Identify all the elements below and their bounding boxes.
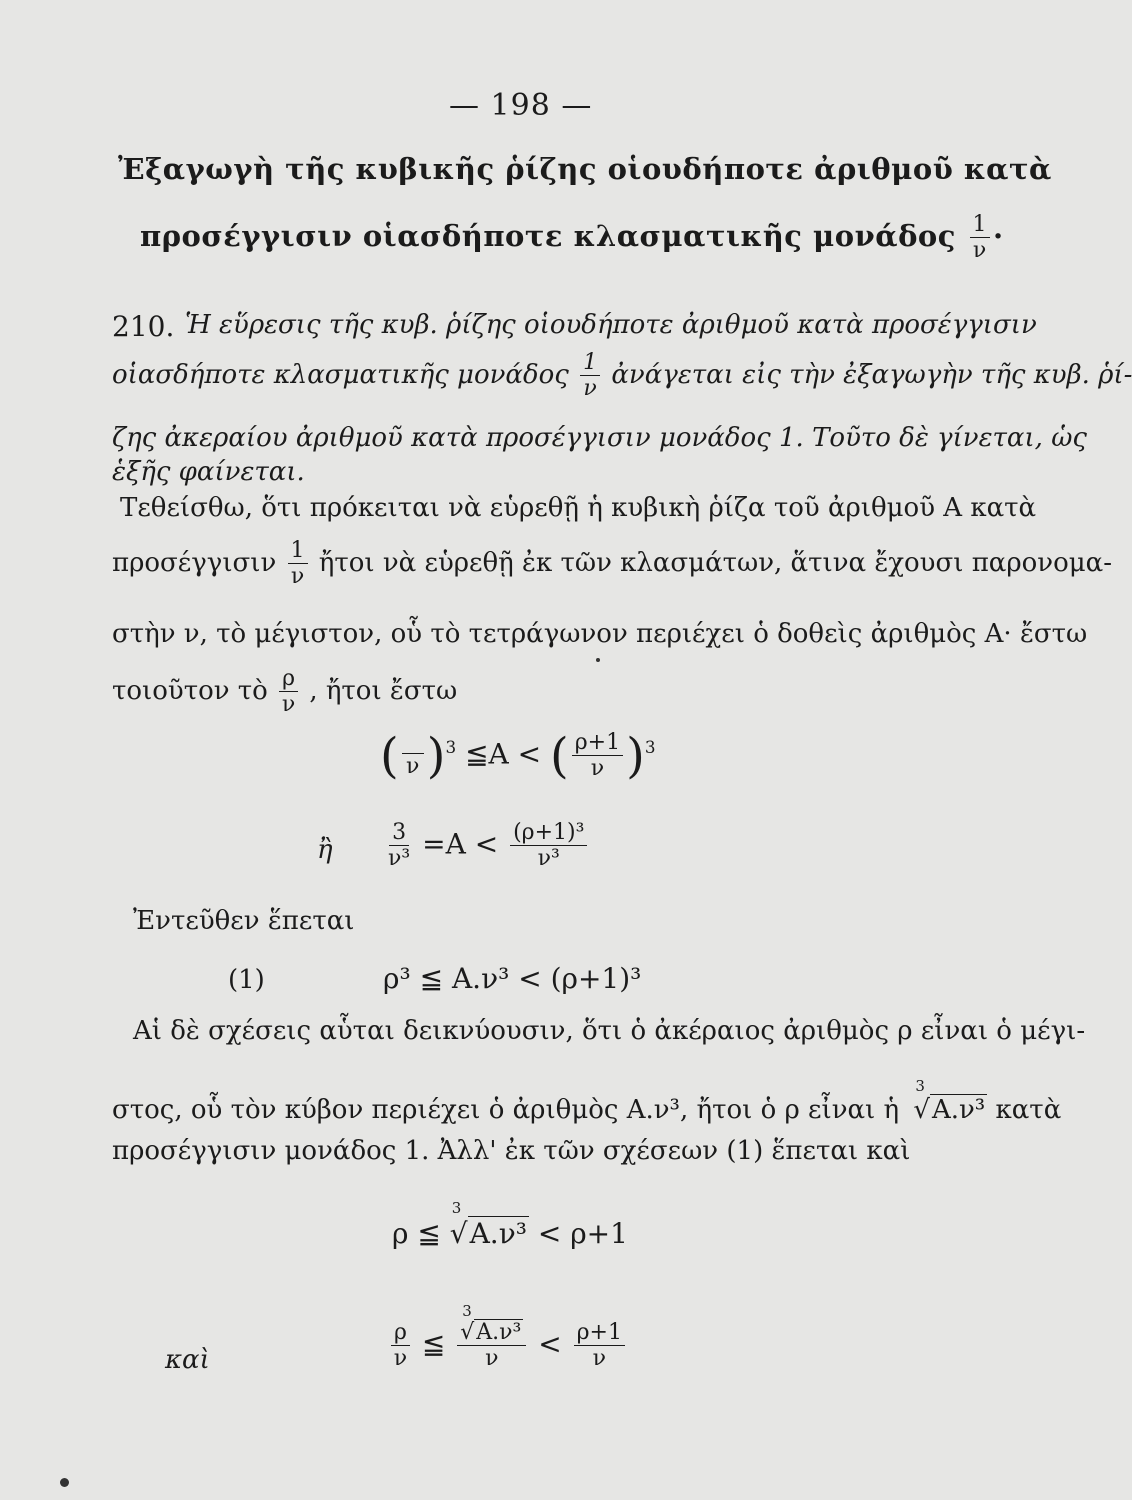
- fraction-numerator: [457, 1302, 526, 1346]
- right-paren: ): [426, 728, 446, 784]
- section-line-2: [112, 352, 1132, 400]
- fraction-denominator: ν: [406, 754, 420, 779]
- fraction-numerator: 1: [580, 352, 600, 376]
- para1-line-4b: , ἤτοι ἔστω: [309, 676, 458, 706]
- ink-speck: [596, 658, 600, 662]
- para1-line-3: στὴν ν, τὸ μέγιστον, οὗ τὸ τετράγωνον περιέχει ὁ δοθεὶς ἀριθμὸς A· ἔστω: [112, 619, 1088, 649]
- heading-fraction: [970, 214, 991, 262]
- eq5-right-fraction: [574, 1322, 625, 1370]
- equation-1: [380, 728, 656, 784]
- or-word: ἢ: [317, 835, 333, 865]
- heading-dot: ·: [993, 219, 1004, 253]
- eq5-middle-fraction: [457, 1302, 526, 1371]
- fraction-denominator: ν³: [388, 846, 411, 871]
- cube-root: [449, 1199, 529, 1250]
- root-index: 3: [451, 1199, 462, 1217]
- heading-line-2-text: προσέγγισιν οἱασδήποτε κλασματικῆς μονάδος: [140, 219, 956, 253]
- eq1-exponent-left: 3: [445, 737, 457, 758]
- section-fraction: [580, 352, 600, 400]
- cube-root: [913, 1077, 987, 1125]
- eq1-left-fraction: [402, 734, 424, 778]
- para2-line-3: προσέγγισιν μονάδος 1. Ἀλλ' ἐκ τῶν σχέσεων (1) ἕπεται καὶ: [112, 1136, 911, 1166]
- para1-line-2: [112, 540, 1112, 588]
- eq5-left-fraction: [391, 1322, 410, 1370]
- para1-line-4: [112, 668, 457, 716]
- root-index: 3: [462, 1302, 472, 1320]
- eq4-right: < ρ+1: [537, 1217, 628, 1250]
- fraction-denominator: ν: [592, 1346, 606, 1371]
- section-line-2b: ἀνάγεται εἰς τὴν ἐξαγωγὴν τῆς κυβ. ῥί-: [611, 360, 1132, 390]
- eq2-left-fraction: [388, 822, 410, 870]
- fraction-numerator: ρ+1: [574, 1322, 625, 1346]
- equation-3: ρ³ ≦ A.ν³ < (ρ+1)³: [383, 962, 642, 995]
- eq5-relation-2: <: [538, 1327, 562, 1361]
- left-paren: (: [380, 728, 399, 784]
- left-paren: (: [550, 728, 569, 784]
- ink-speck: [60, 1478, 69, 1487]
- fraction-numerator: (ρ+1)³: [510, 822, 587, 846]
- root-index: 3: [915, 1077, 925, 1095]
- enteuthen-line: Ἐντεῦθεν ἕπεται: [133, 906, 355, 936]
- radicand: A.ν³: [469, 1217, 527, 1250]
- fraction-denominator: ν: [393, 1346, 408, 1371]
- equation-2: [385, 822, 590, 870]
- cube-root: [460, 1302, 523, 1345]
- para1-line-2b: ἤτοι νὰ εὑρεθῇ ἐκ τῶν κλασμάτων, ἅτινα ἔχουσι παρονομα-: [318, 548, 1112, 578]
- page-number: — 198 —: [449, 88, 593, 123]
- radical-sign: √: [913, 1095, 930, 1125]
- section-line-1: Ἡ εὕρεσις τῆς κυβ. ῥίζης οἱουδήποτε ἀριθμοῦ κατὰ προσέγγισιν: [185, 310, 1037, 340]
- para2-line-2a: στος, οὗ τὸν κύβον περιέχει ὁ ἀριθμὸς A.ν³, ἤτοι ὁ ρ εἶναι ἡ: [112, 1095, 900, 1125]
- section-line-2a: οἱασδήποτε κλασματικῆς μονάδος: [112, 360, 569, 390]
- eq1-right-fraction: [572, 732, 623, 780]
- eq2-relation: =A <: [422, 827, 499, 861]
- para1-line-2a: προσέγγισιν: [112, 548, 277, 578]
- eq5-relation-1: ≦: [421, 1327, 446, 1361]
- radical-sign: √: [460, 1320, 475, 1345]
- para2-line-1: Αἱ δὲ σχέσεις αὗται δεικνύουσιν, ὅτι ὁ ἀκέραιος ἀριθμὸς ρ εἶναι ὁ μέγι-: [133, 1016, 1086, 1046]
- eq4-left: ρ ≦: [392, 1217, 441, 1250]
- equation-5: [388, 1302, 628, 1371]
- eq1-relation: ≦A <: [465, 737, 542, 771]
- para1-line-4a: τοιοῦτον τὸ: [112, 676, 268, 706]
- fraction-denominator: ν: [281, 692, 296, 717]
- para2-line-2: [112, 1077, 1062, 1125]
- para1-fraction: [288, 540, 308, 588]
- para2-line-2b: κατὰ: [995, 1095, 1062, 1125]
- fraction-numerator: ρ+1: [572, 732, 623, 756]
- fraction-numerator: 1: [288, 540, 308, 564]
- heading-line-2: [140, 214, 1004, 262]
- right-paren: ): [626, 728, 645, 784]
- fraction-numerator: ρ: [279, 668, 298, 692]
- eq2-right-fraction: [510, 822, 587, 870]
- kai-word: καὶ: [165, 1345, 210, 1375]
- fraction-denominator: ν³: [537, 846, 560, 871]
- equation-4: [392, 1199, 628, 1250]
- fraction-denominator: ν: [590, 756, 605, 781]
- fraction-numerator: 3: [389, 822, 409, 846]
- equation-label-1: (1): [228, 965, 265, 995]
- fraction-denominator: ν: [583, 376, 597, 401]
- section-line-4: ἑξῆς φαίνεται.: [112, 457, 305, 487]
- fraction-denominator: ν: [972, 238, 987, 263]
- fraction-denominator: ν: [290, 564, 305, 589]
- radicand: A.ν³: [931, 1095, 986, 1125]
- radical-sign: √: [449, 1217, 468, 1250]
- fraction-numerator: 1: [970, 214, 991, 238]
- radicand: A.ν³: [476, 1320, 522, 1345]
- heading-line-1: Ἐξαγωγὴ τῆς κυβικῆς ῥίζης οἱουδήποτε ἀριθμοῦ κατὰ: [118, 152, 1052, 186]
- fraction-denominator: ν: [485, 1346, 499, 1371]
- para1-line-1: Τεθείσθω, ὅτι πρόκειται νὰ εὑρεθῇ ἡ κυβικὴ ῥίζα τοῦ ἀριθμοῦ A κατὰ: [120, 493, 1037, 523]
- eq1-exponent-right: 3: [644, 737, 656, 758]
- section-line-3: ζης ἀκεραίου ἀριθμοῦ κατὰ προσέγγισιν μονάδος 1. Τοῦτο δὲ γίνεται, ὡς: [112, 423, 1087, 453]
- section-number: 210.: [112, 310, 175, 343]
- fraction-numerator: [402, 734, 424, 754]
- fraction-numerator: ρ: [391, 1322, 410, 1346]
- para1-fraction-rho-nu: [279, 668, 298, 716]
